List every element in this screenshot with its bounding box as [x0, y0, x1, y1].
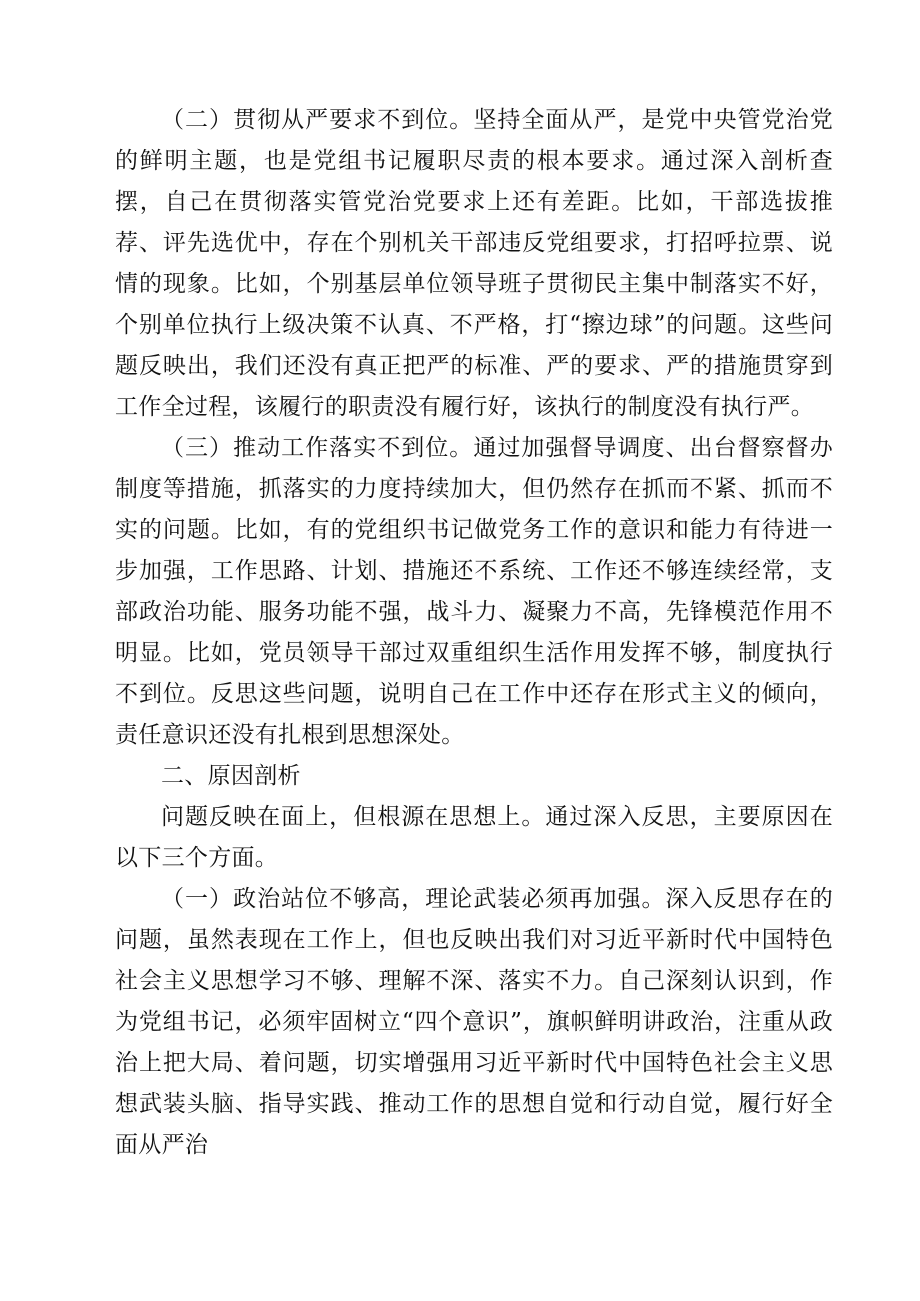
paragraph-cause-intro: 问题反映在面上，但根源在思想上。通过深入反思，主要原因在以下三个方面。 — [115, 804, 833, 871]
paragraph-political-position: （一）政治站位不够高，理论武装必须再加强。深入反思存在的问题，虽然表现在工作上，但也反映出我们对习近平新时代中国特色社会主义思想学习不够、理解不深、落实不力。自己深刻认识到，作为党组书记，必须牢固树立“四个意识”，旗帜鲜明讲政治，注重从政治上把大局、着问题，切实增强用习近平新时代中国特色社会主义思想武装头脑、指导实践、推动工作的思想自觉和行动自觉，履行好全面从严治 — [115, 886, 833, 1158]
paragraph-strict-requirements: （二）贯彻从严要求不到位。坚持全面从严，是党中央管党治党的鲜明主题，也是党组书记履职尽责的根本要求。通过深入剖析查摆，自己在贯彻落实管党治党要求上还有差距。比如，干部选拔推荐、评先选优中，存在个别机关干部违反党组要求，打招呼拉票、说情的现象。比如，个别基层单位领导班子贯彻民主集中制落实不好，个别单位执行上级决策不认真、不严格，打“擦边球”的问题。这些问题反映出，我们还没有真正把严的标准、严的要求、严的措施贯穿到工作全过程，该履行的职责没有履行好，该执行的制度没有执行严。 — [115, 107, 833, 420]
paragraph-work-implementation: （三）推动工作落实不到位。通过加强督导调度、出台督察督办制度等措施，抓落实的力度持续加大，但仍然存在抓而不紧、抓而不实的问题。比如，有的党组织书记做党务工作的意识和能力有待进一步加强，工作思路、计划、措施还不系统、工作还不够连续经常，支部政治功能、服务功能不强，战斗力、凝聚力不高，先锋模范作用不明显。比如，党员领导干部过双重组织生活作用发挥不够，制度执行不到位。反思这些问题，说明自己在工作中还存在形式主义的倾向，责任意识还没有扎根到思想深处。 — [115, 435, 833, 748]
section-heading-cause-analysis: 二、原因剖析 — [161, 763, 301, 789]
document-body — [115, 100, 833, 1166]
